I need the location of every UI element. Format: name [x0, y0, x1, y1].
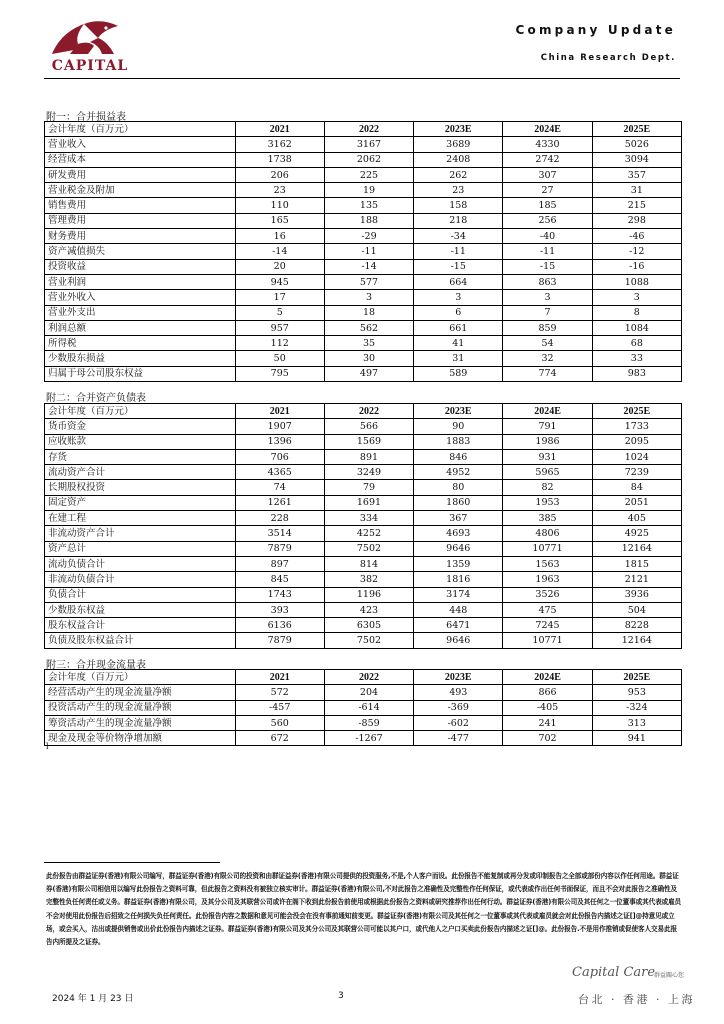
table-row [45, 198, 682, 213]
value-cell: 50 [235, 351, 324, 366]
capital-care-logo [572, 965, 692, 985]
row-label: 资产总计 [45, 541, 236, 556]
value-cell: -11 [324, 244, 413, 259]
report-date: 2024 年 1 月 23 日 [52, 994, 134, 1004]
value-cell: 79 [324, 480, 413, 495]
value-cell: 6305 [324, 618, 413, 633]
value-cell: 204 [324, 685, 413, 700]
row-label: 固定资产 [45, 495, 236, 510]
value-cell: 367 [414, 511, 503, 526]
table-row [45, 351, 682, 366]
column-header-label: 会计年度（百万元） [45, 122, 236, 137]
capital-care-tagline: 群益關心您 [654, 972, 685, 979]
table-row [45, 618, 682, 633]
table-row [45, 715, 682, 730]
table-row [45, 152, 682, 167]
column-header-year: 2022 [324, 404, 413, 419]
table-row [45, 167, 682, 182]
row-label: 财务费用 [45, 229, 236, 244]
value-cell: 228 [235, 511, 324, 526]
value-cell: 23 [235, 183, 324, 198]
table-row [45, 572, 682, 587]
column-header-year: 2021 [235, 404, 324, 419]
value-cell: 577 [324, 274, 413, 289]
income-statement-title: 附一：合并损益表 [46, 112, 126, 123]
value-cell: 7 [503, 305, 592, 320]
table-row [45, 419, 682, 434]
table-row [45, 259, 682, 274]
column-header-year: 2025E [592, 122, 681, 137]
table-row [45, 480, 682, 495]
row-label: 货币资金 [45, 419, 236, 434]
value-cell: 33 [592, 351, 681, 366]
cash-flow-table [44, 669, 682, 746]
table-header-row [45, 670, 682, 685]
value-cell: 3 [503, 290, 592, 305]
value-cell: 307 [503, 167, 592, 182]
row-label: 利润总额 [45, 320, 236, 335]
row-label: 少数股东损益 [45, 351, 236, 366]
value-cell: 423 [324, 602, 413, 617]
value-cell: 941 [592, 731, 681, 746]
value-cell: 983 [592, 366, 681, 381]
value-cell: 298 [592, 213, 681, 228]
column-header-year: 2023E [414, 670, 503, 685]
capital-logo [44, 18, 136, 76]
value-cell: 774 [503, 366, 592, 381]
row-label: 所得税 [45, 336, 236, 351]
value-cell: 80 [414, 480, 503, 495]
row-label: 长期股权投资 [45, 480, 236, 495]
row-label: 股东权益合计 [45, 618, 236, 633]
table-row [45, 183, 682, 198]
table-row [45, 495, 682, 510]
row-label: 资产减值损失 [45, 244, 236, 259]
value-cell: 1261 [235, 495, 324, 510]
column-header-year: 2021 [235, 670, 324, 685]
column-header-year: 2022 [324, 122, 413, 137]
value-cell: 945 [235, 274, 324, 289]
row-label: 少数股东权益 [45, 602, 236, 617]
value-cell: 385 [503, 511, 592, 526]
column-header-label: 会计年度（百万元） [45, 670, 236, 685]
value-cell: 12164 [592, 633, 681, 648]
value-cell: -614 [324, 700, 413, 715]
department-name: China Research Dept. [540, 53, 676, 63]
value-cell: 19 [324, 183, 413, 198]
report-type-title: Company Update [515, 23, 676, 37]
value-cell: 1563 [503, 556, 592, 571]
value-cell: -602 [414, 715, 503, 730]
row-label: 应收账款 [45, 434, 236, 449]
value-cell: 5026 [592, 137, 681, 152]
row-label: 营业税金及附加 [45, 183, 236, 198]
value-cell: 706 [235, 449, 324, 464]
value-cell: 1738 [235, 152, 324, 167]
value-cell: 1396 [235, 434, 324, 449]
value-cell: 225 [324, 167, 413, 182]
row-label: 筹资活动产生的现金流量净额 [45, 715, 236, 730]
value-cell: -29 [324, 229, 413, 244]
row-label: 负债合计 [45, 587, 236, 602]
value-cell: 74 [235, 480, 324, 495]
value-cell: 262 [414, 167, 503, 182]
value-cell: 158 [414, 198, 503, 213]
value-cell: 846 [414, 449, 503, 464]
table-row [45, 305, 682, 320]
value-cell: 791 [503, 419, 592, 434]
value-cell: -11 [503, 244, 592, 259]
value-cell: 497 [324, 366, 413, 381]
value-cell: 795 [235, 366, 324, 381]
table-row [45, 465, 682, 480]
value-cell: 859 [503, 320, 592, 335]
value-cell: 8228 [592, 618, 681, 633]
value-cell: 241 [503, 715, 592, 730]
column-header-year: 2024E [503, 404, 592, 419]
column-header-year: 2023E [414, 404, 503, 419]
value-cell: 35 [324, 336, 413, 351]
cash-flow-title: 附三：合并现金流量表 [46, 660, 146, 671]
value-cell: 897 [235, 556, 324, 571]
table-row [45, 556, 682, 571]
value-cell: 1953 [503, 495, 592, 510]
value-cell: 2062 [324, 152, 413, 167]
value-cell: 814 [324, 556, 413, 571]
row-label: 现金及现金等价物净增加额 [45, 731, 236, 746]
footnote-divider [44, 862, 220, 863]
value-cell: 6136 [235, 618, 324, 633]
value-cell: 863 [503, 274, 592, 289]
value-cell: 54 [503, 336, 592, 351]
row-label: 流动负债合计 [45, 556, 236, 571]
value-cell: 110 [235, 198, 324, 213]
value-cell: 68 [592, 336, 681, 351]
column-header-year: 2022 [324, 670, 413, 685]
value-cell: 84 [592, 480, 681, 495]
value-cell: 3162 [235, 137, 324, 152]
table-row [45, 137, 682, 152]
value-cell: 1569 [324, 434, 413, 449]
value-cell: 7245 [503, 618, 592, 633]
table-row [45, 244, 682, 259]
row-label: 归属于母公司股东权益 [45, 366, 236, 381]
value-cell: 6471 [414, 618, 503, 633]
value-cell: 31 [592, 183, 681, 198]
row-label: 营业利润 [45, 274, 236, 289]
value-cell: 10771 [503, 633, 592, 648]
value-cell: 334 [324, 511, 413, 526]
value-cell: 112 [235, 336, 324, 351]
row-label: 研发费用 [45, 167, 236, 182]
value-cell: 953 [592, 685, 681, 700]
value-cell: -14 [235, 244, 324, 259]
value-cell: 562 [324, 320, 413, 335]
brand-name: CAPITAL [51, 58, 129, 74]
value-cell: 12164 [592, 541, 681, 556]
value-cell: -369 [414, 700, 503, 715]
value-cell: 1963 [503, 572, 592, 587]
column-header-year: 2024E [503, 670, 592, 685]
table-row [45, 213, 682, 228]
column-header-year: 2025E [592, 404, 681, 419]
value-cell: 560 [235, 715, 324, 730]
value-cell: 1815 [592, 556, 681, 571]
value-cell: 702 [503, 731, 592, 746]
value-cell: 6 [414, 305, 503, 320]
row-label: 经营成本 [45, 152, 236, 167]
value-cell: 4330 [503, 137, 592, 152]
value-cell: 82 [503, 480, 592, 495]
value-cell: 589 [414, 366, 503, 381]
value-cell: 8 [592, 305, 681, 320]
value-cell: 1816 [414, 572, 503, 587]
value-cell: -15 [414, 259, 503, 274]
value-cell: 7239 [592, 465, 681, 480]
column-header-year: 2025E [592, 670, 681, 685]
value-cell: 448 [414, 602, 503, 617]
value-cell: 5965 [503, 465, 592, 480]
value-cell: 891 [324, 449, 413, 464]
value-cell: 7502 [324, 541, 413, 556]
value-cell: 41 [414, 336, 503, 351]
value-cell: 17 [235, 290, 324, 305]
value-cell: 18 [324, 305, 413, 320]
value-cell: 661 [414, 320, 503, 335]
value-cell: 165 [235, 213, 324, 228]
table-header-row [45, 404, 682, 419]
value-cell: 4925 [592, 526, 681, 541]
value-cell: 1860 [414, 495, 503, 510]
value-cell: -859 [324, 715, 413, 730]
row-label: 非流动负债合计 [45, 572, 236, 587]
value-cell: 215 [592, 198, 681, 213]
value-cell: -46 [592, 229, 681, 244]
column-header-year: 2021 [235, 122, 324, 137]
value-cell: -12 [592, 244, 681, 259]
value-cell: 5 [235, 305, 324, 320]
value-cell: 845 [235, 572, 324, 587]
value-cell: -457 [235, 700, 324, 715]
page-header [0, 0, 724, 86]
value-cell: 3 [414, 290, 503, 305]
value-cell: 664 [414, 274, 503, 289]
value-cell: 1691 [324, 495, 413, 510]
value-cell: 3514 [235, 526, 324, 541]
value-cell: -40 [503, 229, 592, 244]
value-cell: 16 [235, 229, 324, 244]
value-cell: 1084 [592, 320, 681, 335]
value-cell: 7879 [235, 633, 324, 648]
row-label: 管理费用 [45, 213, 236, 228]
value-cell: 1986 [503, 434, 592, 449]
balance-sheet-title: 附二：合并资产负债表 [46, 393, 146, 404]
value-cell: 206 [235, 167, 324, 182]
value-cell: 3167 [324, 137, 413, 152]
row-label: 营业外支出 [45, 305, 236, 320]
column-header-label: 会计年度（百万元） [45, 404, 236, 419]
value-cell: -11 [414, 244, 503, 259]
table-row [45, 274, 682, 289]
row-label: 存货 [45, 449, 236, 464]
value-cell: 572 [235, 685, 324, 700]
row-label: 投资收益 [45, 259, 236, 274]
value-cell: 32 [503, 351, 592, 366]
disclaimer-text: 此份报告由群益证券(香港)有限公司编写，群益证券(香港)有限公司的投资和由群证益券(香港)有限公司提供的投资服务,不是,个人客户而设。此份报告不能复制或再分发或印制报告之全部或部份内容以作任何用途。群益证券(香港)有限公司相信用以编写此份报告之资料可靠，但此报告之资料没有被独立核实审计。群益证券(香港)有限公司,不对此报告之准确性及完整性作任何保证，或代表或作出任何书面保证，而且不会对此报告之准确性及完整性负任何责任或义务。群益证券(香港)有限公司，及其分公司及其联营公司或许在阁下收到此份报告前使用或根据此份报告之资料或研究推荐作出任何行动。群益证券(香港)有限公司及其任何之一位董事或其代表或雇员不会对使用此份报告后招致之任何损失负任何责任。此份报告内容之数据和意见可能会没会在没有事前通知前变更。群益证券(香港)有限公司及其任何之一位董事或其代表或雇员就会对此份报告内描述之证[]@持意见或立场，或会买入，沽出或提供销售或出价此份报告内描述之证券。群益证券(香港)有限公司及其分公司及其联营公司可能以其户口，或代他人之户口买卖此份报告内描述之证[]@。此份报告.不是用作推销或促使客人交易此报告内所提及之证券。 [46, 872, 682, 947]
value-cell: 4252 [324, 526, 413, 541]
value-cell: 931 [503, 449, 592, 464]
value-cell: 1024 [592, 449, 681, 464]
value-cell: 2408 [414, 152, 503, 167]
value-cell: 475 [503, 602, 592, 617]
value-cell: 357 [592, 167, 681, 182]
income-statement-table [44, 121, 682, 382]
value-cell: 7502 [324, 633, 413, 648]
value-cell: 1359 [414, 556, 503, 571]
table-row [45, 633, 682, 648]
office-cities: 台北 · 香港 · 上海 [578, 993, 695, 1006]
value-cell: 1883 [414, 434, 503, 449]
value-cell: 382 [324, 572, 413, 587]
value-cell: 188 [324, 213, 413, 228]
value-cell: -14 [324, 259, 413, 274]
value-cell: 2051 [592, 495, 681, 510]
value-cell: -477 [414, 731, 503, 746]
value-cell: 9646 [414, 541, 503, 556]
value-cell: 2742 [503, 152, 592, 167]
value-cell: 672 [235, 731, 324, 746]
value-cell: 10771 [503, 541, 592, 556]
value-cell: -34 [414, 229, 503, 244]
value-cell: 3249 [324, 465, 413, 480]
value-cell: 504 [592, 602, 681, 617]
value-cell: 1733 [592, 419, 681, 434]
row-label: 流动资产合计 [45, 465, 236, 480]
table-row [45, 700, 682, 715]
table-row [45, 336, 682, 351]
capital-eagle-icon [44, 18, 136, 58]
row-label: 经营活动产生的现金流量净额 [45, 685, 236, 700]
header-divider [44, 78, 680, 79]
table-row [45, 685, 682, 700]
row-label: 非流动资产合计 [45, 526, 236, 541]
value-cell: 27 [503, 183, 592, 198]
table-row [45, 731, 682, 746]
table-row [45, 511, 682, 526]
table-row [45, 366, 682, 381]
value-cell: 185 [503, 198, 592, 213]
column-header-year: 2023E [414, 122, 503, 137]
value-cell: 30 [324, 351, 413, 366]
value-cell: -405 [503, 700, 592, 715]
value-cell: 9646 [414, 633, 503, 648]
row-label: 营业外收入 [45, 290, 236, 305]
capital-care-wordmark: Capital Care [572, 965, 656, 980]
value-cell: 7879 [235, 541, 324, 556]
stray-mark: l [46, 742, 49, 751]
value-cell: 3936 [592, 587, 681, 602]
row-label: 营业收入 [45, 137, 236, 152]
page-number: 3 [338, 991, 344, 1001]
value-cell: 3526 [503, 587, 592, 602]
value-cell: -1267 [324, 731, 413, 746]
value-cell: 1743 [235, 587, 324, 602]
value-cell: 256 [503, 213, 592, 228]
value-cell: 20 [235, 259, 324, 274]
row-label: 投资活动产生的现金流量净额 [45, 700, 236, 715]
value-cell: -16 [592, 259, 681, 274]
table-row [45, 541, 682, 556]
value-cell: 313 [592, 715, 681, 730]
value-cell: 4365 [235, 465, 324, 480]
value-cell: 218 [414, 213, 503, 228]
column-header-year: 2024E [503, 122, 592, 137]
value-cell: 3 [324, 290, 413, 305]
value-cell: 23 [414, 183, 503, 198]
value-cell: 3094 [592, 152, 681, 167]
value-cell: -15 [503, 259, 592, 274]
table-header-row [45, 122, 682, 137]
value-cell: 405 [592, 511, 681, 526]
value-cell: 90 [414, 419, 503, 434]
table-row [45, 290, 682, 305]
table-row [45, 602, 682, 617]
value-cell: 1088 [592, 274, 681, 289]
value-cell: 4806 [503, 526, 592, 541]
table-row [45, 449, 682, 464]
value-cell: 393 [235, 602, 324, 617]
table-row [45, 587, 682, 602]
row-label: 负债及股东权益合计 [45, 633, 236, 648]
table-row [45, 320, 682, 335]
table-row [45, 229, 682, 244]
value-cell: 1907 [235, 419, 324, 434]
value-cell: 493 [414, 685, 503, 700]
value-cell: 2121 [592, 572, 681, 587]
value-cell: 957 [235, 320, 324, 335]
table-row [45, 434, 682, 449]
value-cell: 135 [324, 198, 413, 213]
value-cell: 2095 [592, 434, 681, 449]
value-cell: 3174 [414, 587, 503, 602]
value-cell: 1196 [324, 587, 413, 602]
value-cell: -324 [592, 700, 681, 715]
value-cell: 4693 [414, 526, 503, 541]
table-row [45, 526, 682, 541]
value-cell: 4952 [414, 465, 503, 480]
balance-sheet-table [44, 403, 682, 649]
value-cell: 31 [414, 351, 503, 366]
value-cell: 3689 [414, 137, 503, 152]
value-cell: 866 [503, 685, 592, 700]
value-cell: 566 [324, 419, 413, 434]
row-label: 在建工程 [45, 511, 236, 526]
value-cell: 3 [592, 290, 681, 305]
row-label: 销售费用 [45, 198, 236, 213]
